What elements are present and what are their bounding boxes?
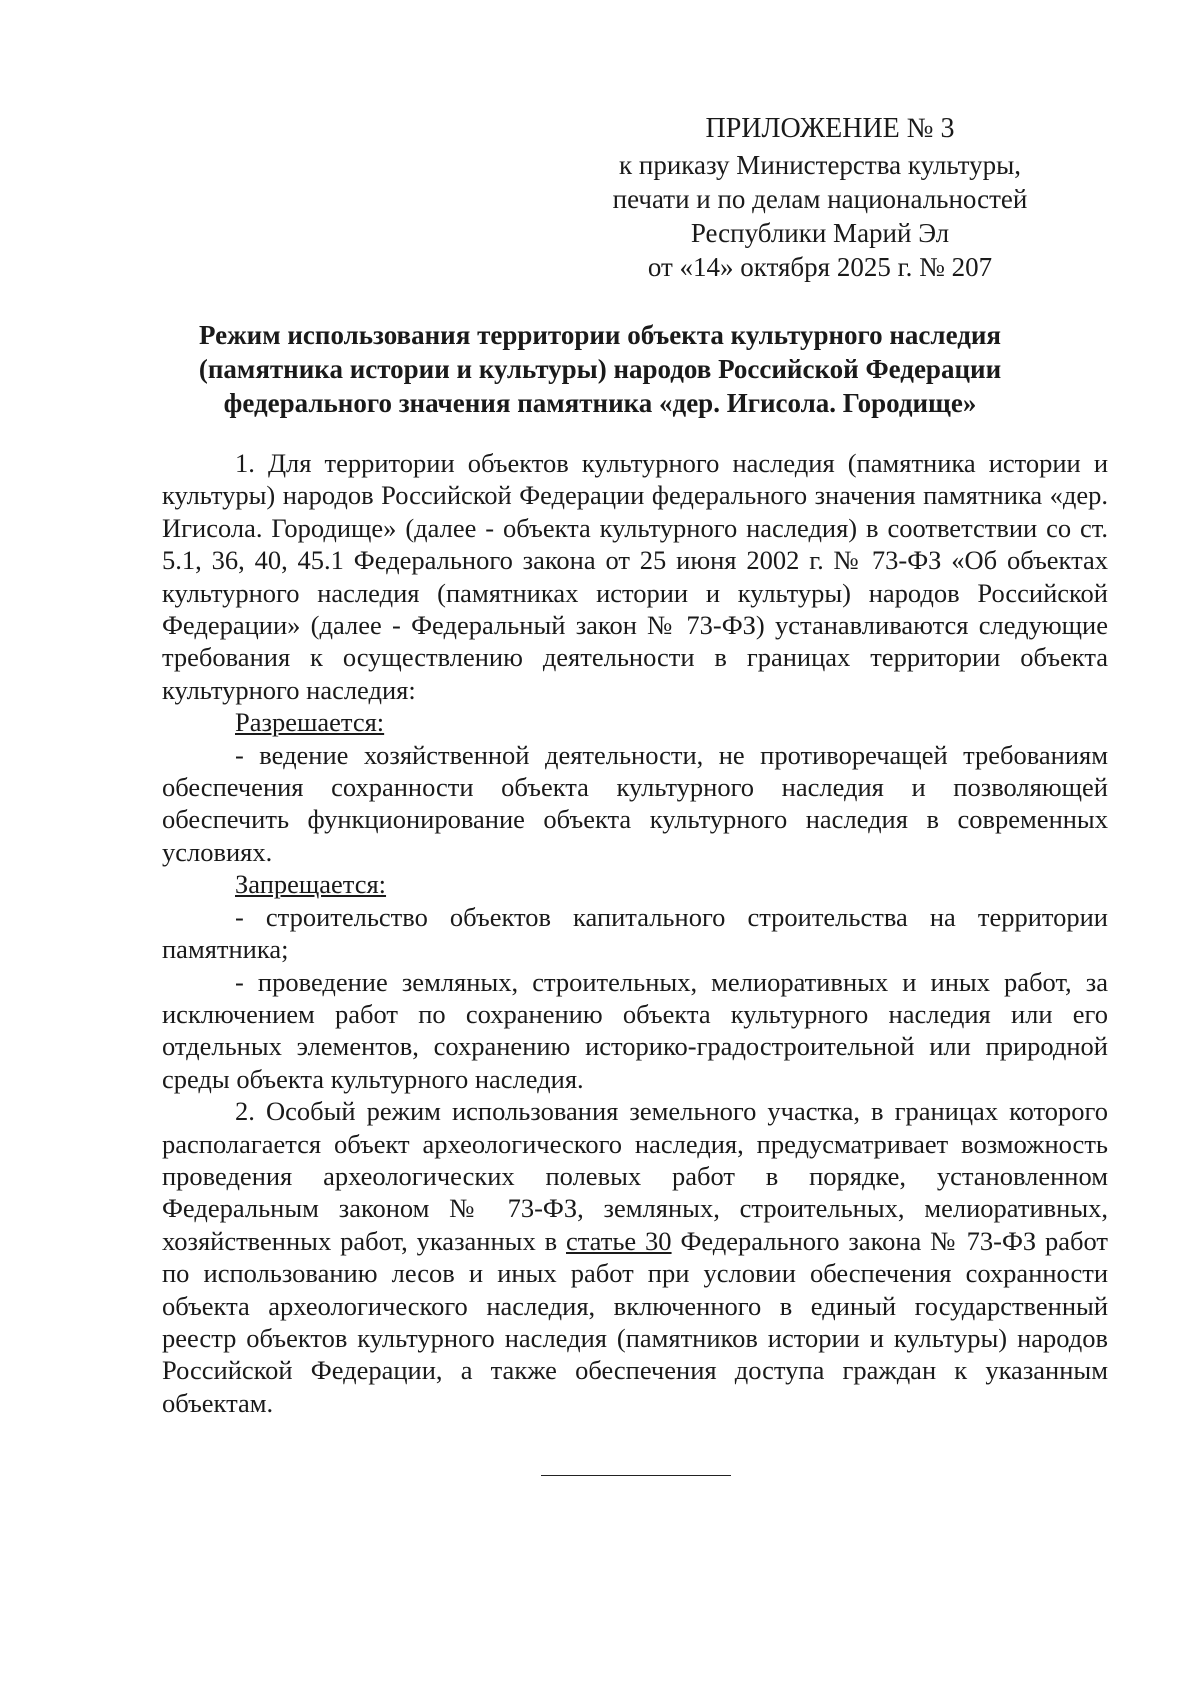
allowed-heading [162, 706, 1108, 738]
forbidden-heading [162, 868, 1108, 900]
appendix-title: ПРИЛОЖЕНИЕ № 3 [705, 113, 955, 144]
closing-rule [541, 1475, 731, 1476]
forbidden-item-1: - строительство объектов капитального строительства на территории памятника; [162, 901, 1108, 965]
document-body [162, 447, 1108, 1419]
appendix-line-3: Республики Марий Эл [690, 218, 950, 248]
paragraph-2-part-1: 2. Особый режим использования земельного участка, в границах которого располагается объект археологического наследия, предусматривает возможность проведения археологических полевых работ в порядке, установленном Федеральным законом № 73-ФЗ, земляных, строительных, мелиоративных, хозяйственных работ, указанных в [162, 1096, 1108, 1256]
allowed-heading-text: Разрешается: [235, 707, 385, 738]
document-title [130, 318, 1070, 420]
appendix-line-1: к приказу Министерства культуры, [619, 150, 1021, 180]
appendix-line-2: печати и по делам национальностей [612, 184, 1028, 214]
paragraph-1: 1. Для территории объектов культурного наследия (памятника истории и культуры) народов Российской Федерации федерального значения памятника «дер. Игисола. Городище» (далее - объекта культурного наследия) в соответствии со ст. 5.1, 36, 40, 45.1 Федерального закона от 25 июня 2002 г. № 73-ФЗ «Об объектах культурного наследия (памятниках истории и культуры) народов Российской Федерации» (далее - Федеральный закон № 73-ФЗ) устанавливаются следующие требования к осуществлению деятельности в границах территории объекта культурного наследия: [162, 448, 1108, 705]
title-line-2: (памятника истории и культуры) народов Российской Федерации [198, 354, 1002, 384]
paragraph-2 [162, 1095, 1108, 1419]
article-30-link[interactable]: статье 30 [566, 1225, 672, 1256]
forbidden-heading-text: Запрещается: [235, 869, 387, 900]
appendix-line-4: от «14» октября 2025 г. № 207 [647, 252, 993, 282]
paragraph-2-part-2: Федерального закона № 73-ФЗ работ по использованию лесов и иных работ при условии обеспечения сохранности объекта археологического наследия, включенного в единый государственный реестр объектов культурного наследия (памятников истории и культуры) народов Российской Федерации, а также обеспечения доступа граждан к указанным объектам. [162, 1225, 1109, 1418]
forbidden-item-2: - проведение земляных, строительных, мелиоративных и иных работ, за исключением работ по сохранению объекта культурного наследия или его отдельных элементов, сохранению историко-градостроительной или природной среды объекта культурного наследия. [162, 966, 1108, 1094]
allowed-item-1: - ведение хозяйственной деятельности, не противоречащей требованиям обеспечения сохранности объекта культурного наследия и позволяющей обеспечить функционирование объекта культурного наследия в современных условиях. [162, 739, 1108, 867]
appendix-header [580, 112, 1060, 284]
title-line-1: Режим использования территории объекта культурного наследия [198, 320, 1002, 350]
title-line-3: федерального значения памятника «дер. Игисола. Городище» [223, 388, 977, 418]
